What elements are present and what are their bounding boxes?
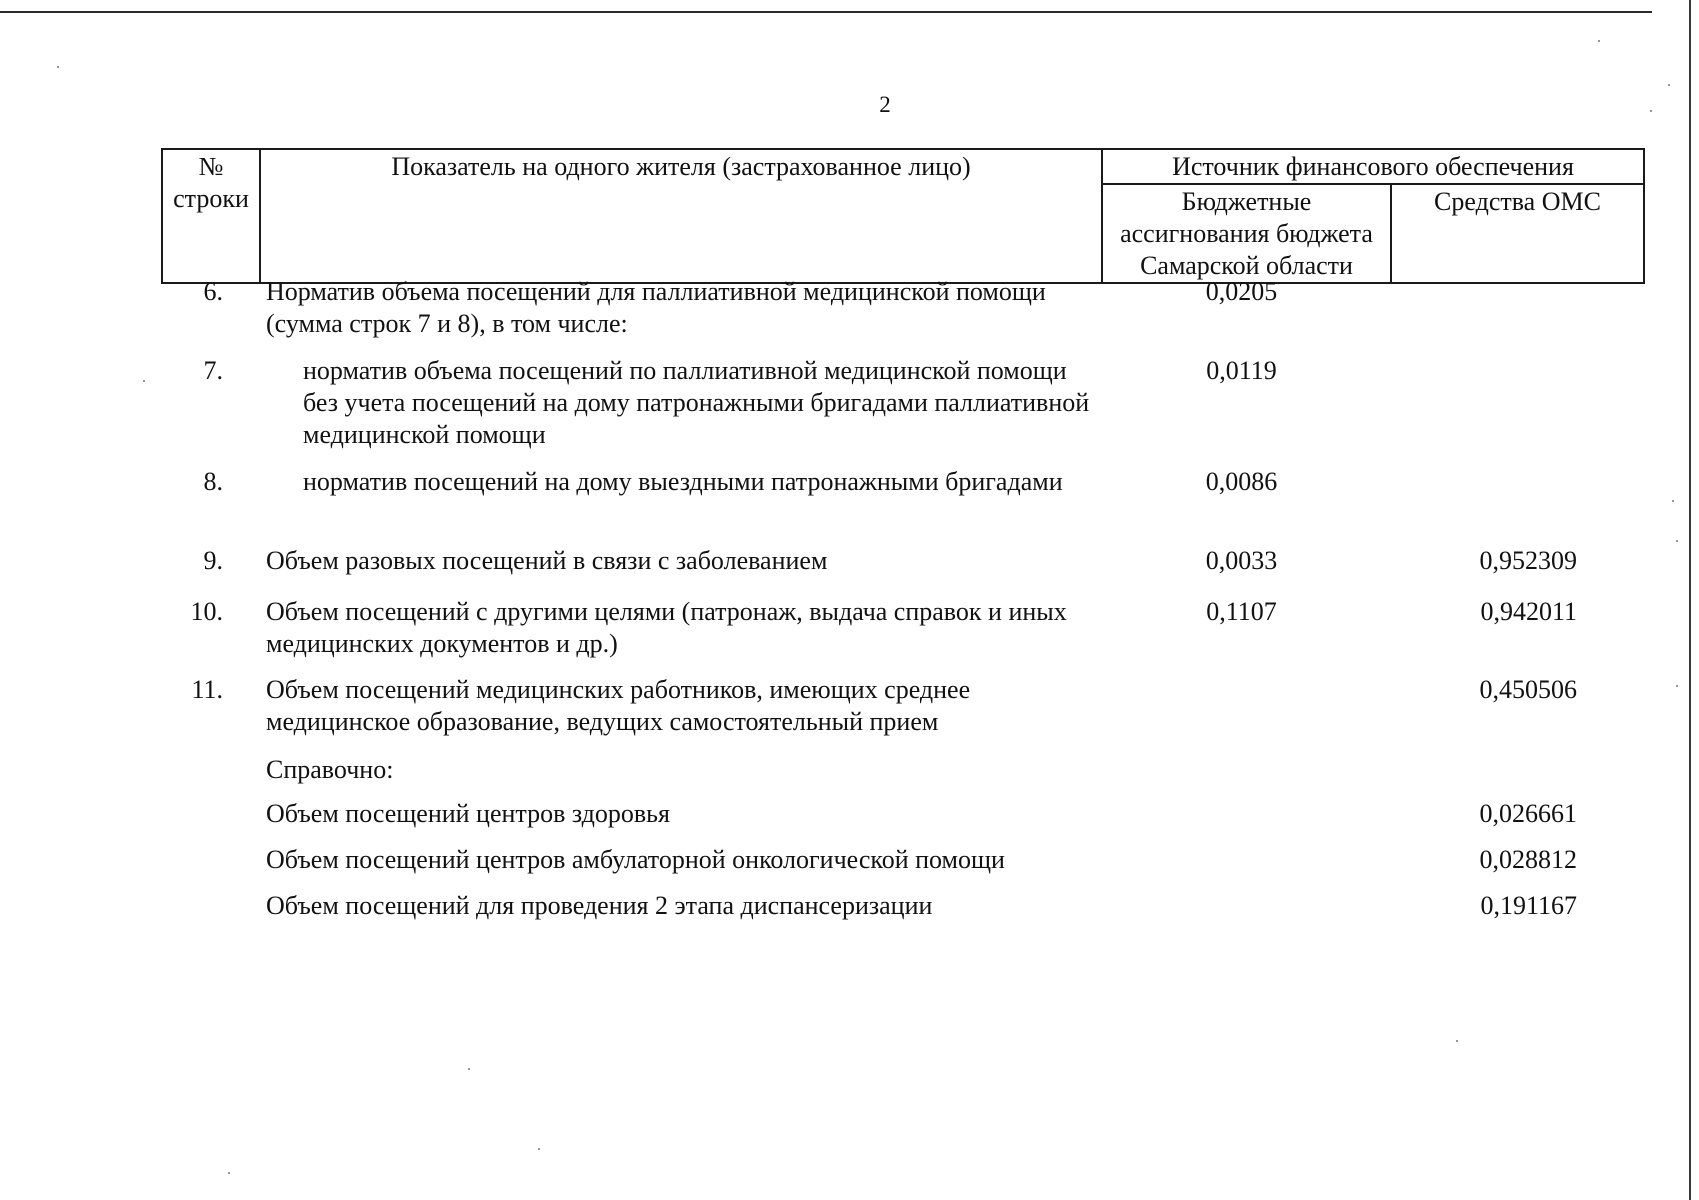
row-label: Объем посещений для проведения 2 этапа диспансеризации bbox=[266, 891, 933, 920]
row-number: 7. bbox=[203, 356, 223, 385]
table-header bbox=[161, 148, 1645, 284]
budget-value: 0,1107 bbox=[1206, 597, 1277, 626]
row-label: Объем посещений центров здоровья bbox=[266, 799, 671, 828]
table-row bbox=[161, 596, 1643, 674]
budget-value: 0,0033 bbox=[1205, 546, 1278, 575]
header-funding-source: Источник финансового обеспечения bbox=[1102, 149, 1644, 184]
row-number: 9. bbox=[203, 546, 223, 575]
row-label: Объем посещений с другими целями (патронаж, выдача справок и иных медицинских документов и др.) bbox=[266, 597, 1067, 658]
budget-value: 0,0205 bbox=[1205, 277, 1278, 306]
oms-value: 0,450506 bbox=[1479, 675, 1577, 704]
table-row-reference-heading bbox=[161, 754, 1643, 798]
scan-speck bbox=[57, 66, 59, 68]
header-oms: Средства ОМС bbox=[1391, 184, 1644, 283]
oms-value: 0,026661 bbox=[1479, 799, 1577, 828]
row-number: 8. bbox=[203, 467, 223, 496]
scan-speck bbox=[1598, 40, 1600, 42]
row-label: Объем разовых посещений в связи с заболеванием bbox=[266, 546, 828, 575]
table-row bbox=[161, 355, 1643, 466]
scan-top-border bbox=[0, 11, 1652, 13]
oms-value: 0,942011 bbox=[1480, 597, 1577, 626]
scan-speck bbox=[228, 1172, 230, 1174]
scan-speck bbox=[1668, 84, 1670, 86]
scan-speck bbox=[1672, 500, 1674, 502]
row-number: 6. bbox=[203, 277, 223, 306]
row-label: Справочно: bbox=[266, 755, 394, 784]
oms-value: 0,028812 bbox=[1479, 845, 1577, 874]
table-row bbox=[161, 276, 1643, 355]
table-row bbox=[161, 890, 1643, 930]
scan-speck bbox=[468, 1068, 470, 1070]
budget-value: 0,0119 bbox=[1206, 356, 1277, 385]
row-label: норматив объема посещений по паллиативной медицинской помощи без учета посещений на дому патронажными бригадами паллиативной медицинской помощи bbox=[303, 356, 1090, 449]
row-label: норматив посещений на дому выездными патронажными бригадами bbox=[303, 467, 1063, 496]
table-body bbox=[161, 276, 1643, 930]
table-row bbox=[161, 798, 1643, 844]
scan-right-border bbox=[1689, 0, 1691, 1200]
table-row bbox=[161, 674, 1643, 754]
header-budget: Бюджетные ассигнования бюджета Самарской области bbox=[1102, 184, 1391, 283]
header-row-number: № строки bbox=[162, 149, 260, 283]
row-label: Объем посещений центров амбулаторной онкологической помощи bbox=[266, 845, 1005, 874]
scan-speck bbox=[1456, 1040, 1458, 1042]
row-label: Норматив объема посещений для паллиативной медицинской помощи (сумма строк 7 и 8), в том числе: bbox=[266, 277, 1046, 338]
page-number: 2 bbox=[879, 92, 891, 117]
table-row bbox=[161, 466, 1643, 545]
scan-speck bbox=[143, 380, 145, 382]
budget-value: 0,0086 bbox=[1205, 467, 1278, 496]
row-label: Объем посещений медицинских работников, имеющих среднее медицинское образование, ведущих самостоятельный прием bbox=[266, 675, 971, 736]
row-number: 10. bbox=[190, 597, 223, 626]
row-number: 11. bbox=[191, 675, 223, 704]
oms-value: 0,191167 bbox=[1480, 891, 1577, 920]
oms-value: 0,952309 bbox=[1479, 546, 1577, 575]
table-row bbox=[161, 844, 1643, 890]
scan-speck bbox=[1676, 685, 1678, 687]
header-indicator: Показатель на одного жителя (застрахованное лицо) bbox=[260, 149, 1102, 283]
scan-speck bbox=[1650, 110, 1652, 112]
scan-speck bbox=[1676, 540, 1678, 542]
scan-speck bbox=[538, 1148, 540, 1150]
table-row bbox=[161, 545, 1643, 596]
